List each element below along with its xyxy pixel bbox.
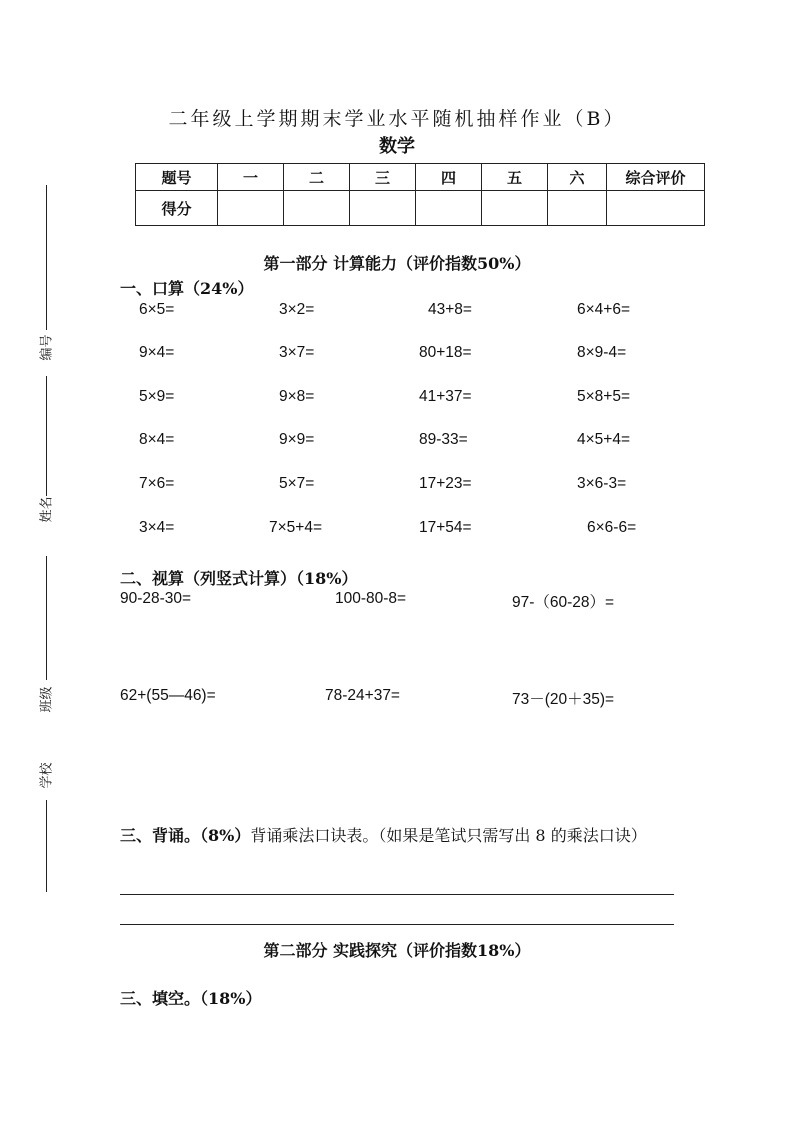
q2-title: 二、视算（列竖式计算）（18%） [120,569,358,588]
part2-heading: 第二部分 实践探究（评价指数18%） [263,941,531,960]
calc-item: 41+37= [419,388,472,405]
calc-item: 3×7= [279,344,315,361]
calc-item: 6×4+6= [577,301,631,318]
margin-label-school: 学校 [39,762,55,789]
answer-line[interactable] [120,924,674,925]
part2-q1-title: 三、填空。（18%） [120,989,262,1008]
margin-label-name: 姓名 [39,496,55,523]
vertical-calc-item: 100-80-8= [335,590,407,607]
margin-line-2 [46,376,47,496]
score-cell[interactable] [548,191,607,226]
calc-item: 3×4= [139,519,175,536]
vertical-calc-item: 62+(55—46)= [120,687,216,704]
calc-item: 17+23= [419,475,472,492]
calc-item: 17+54= [419,519,472,536]
q3-title: 三、背诵。（8%） [120,826,251,845]
score-table-score-row [136,191,705,226]
score-table [135,163,705,226]
margin-label-class: 班级 [39,686,55,713]
calc-item: 6×6-6= [587,519,637,536]
calc-item: 3×6-3= [577,475,627,492]
margin-label-number: 编号 [39,334,55,361]
score-cell[interactable] [607,191,705,226]
score-cell[interactable] [482,191,548,226]
calc-item: 9×9= [279,431,315,448]
q1-title: 一、口算（24%） [120,279,254,298]
vertical-calc-item: 78-24+37= [325,687,400,704]
calc-item: 3×2= [279,301,315,318]
calc-item: 7×5+4= [269,519,323,536]
part1-heading: 第一部分 计算能力（评价指数50%） [263,254,531,273]
calc-item: 8×4= [139,431,175,448]
subject-title: 数学 [379,136,415,157]
calc-item: 9×8= [279,388,315,405]
score-table-header-row [136,164,705,191]
score-header-cell: 二 [284,164,350,191]
score-cell[interactable] [284,191,350,226]
answer-line[interactable] [120,894,674,895]
score-cell[interactable] [350,191,416,226]
margin-line-4 [46,800,47,892]
q3-block [120,822,680,850]
calc-item: 6×5= [139,301,175,318]
score-header-cell: 三 [350,164,416,191]
score-header-cell: 五 [482,164,548,191]
vertical-calc-item: 73－(20＋35)= [512,691,615,708]
vertical-calc-item: 90-28-30= [120,590,192,607]
calc-item: 5×9= [139,388,175,405]
calc-item: 4×5+4= [577,431,631,448]
score-header-cell: 综合评价 [607,164,705,191]
calc-item: 43+8= [428,301,472,318]
calc-item: 5×7= [279,475,315,492]
calc-item: 5×8+5= [577,388,631,405]
calc-item: 89-33= [419,431,468,448]
score-row-label: 得分 [136,191,218,226]
vertical-calc-item: 97-（60-28）= [512,594,615,611]
score-cell[interactable] [416,191,482,226]
score-header-cell: 四 [416,164,482,191]
q3-text: 背诵乘法口诀表。（如果是笔试只需写出 8 的乘法口诀） [250,826,647,845]
score-cell[interactable] [218,191,284,226]
score-header-cell: 题号 [136,164,218,191]
calc-item: 9×4= [139,344,175,361]
score-header-cell: 一 [218,164,284,191]
score-header-cell: 六 [548,164,607,191]
calc-item: 8×9-4= [577,344,627,361]
calc-item: 7×6= [139,475,175,492]
calc-item: 80+18= [419,344,472,361]
page-title: 二年级上学期期末学业水平随机抽样作业（B） [168,108,626,130]
margin-line-3 [46,556,47,680]
